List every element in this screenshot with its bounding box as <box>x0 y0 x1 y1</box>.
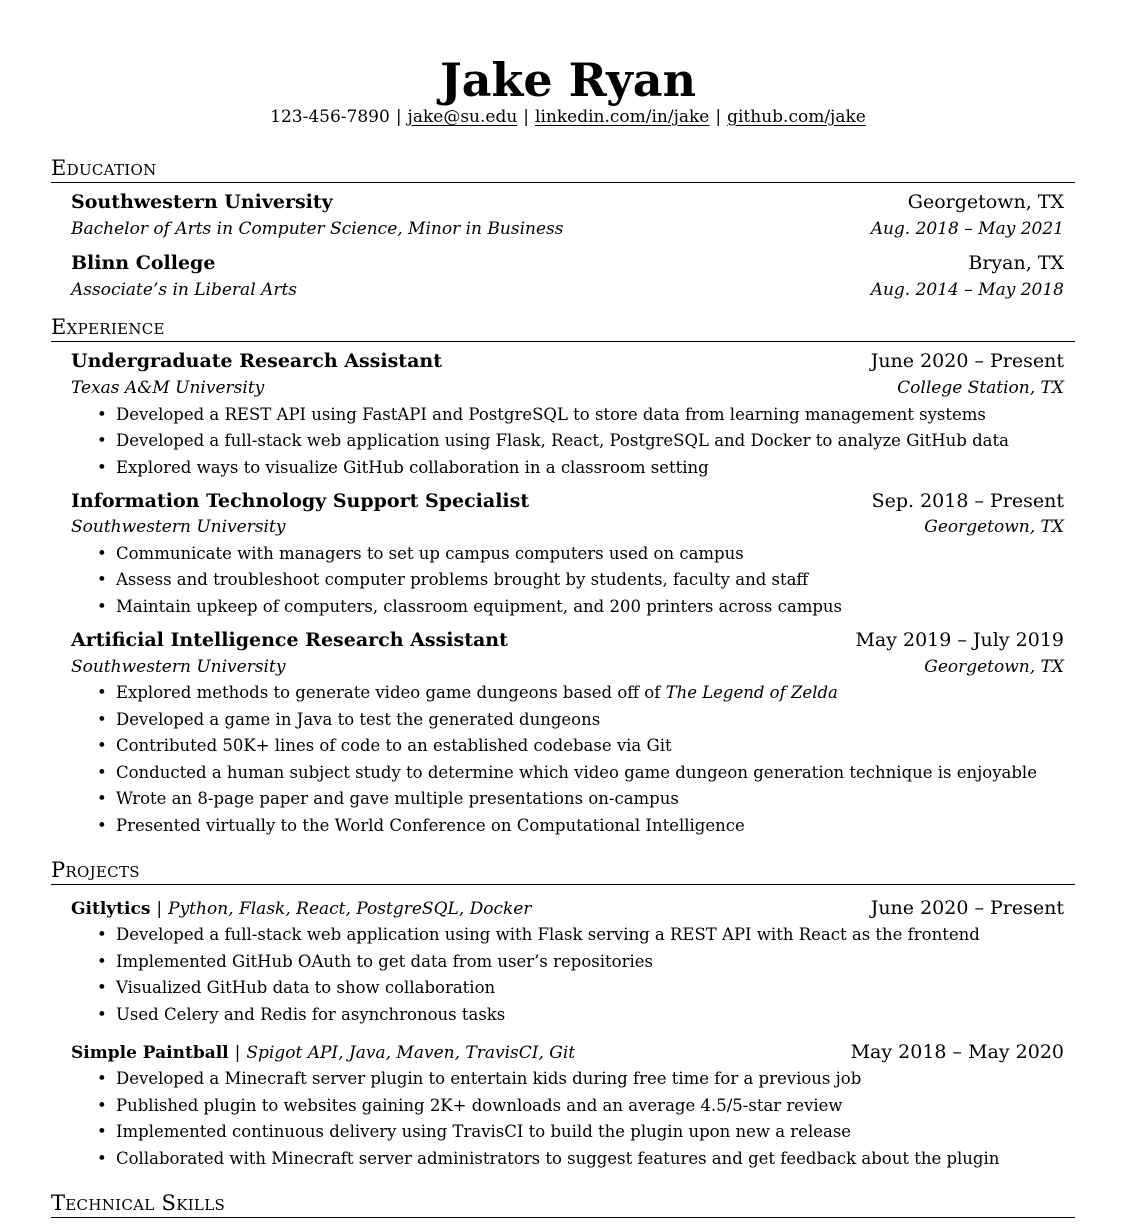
job-location: Georgetown, TX <box>924 517 1064 537</box>
bullet-icon: • <box>97 1069 107 1088</box>
list-item <box>97 1004 1097 1026</box>
experience-entry-header <box>71 628 1064 652</box>
bullet-text: Developed a REST API using FastAPI and PostgreSQL to store data from learning management systems <box>116 405 986 424</box>
bullet-text: Explored ways to visualize GitHub collaboration in a classroom setting <box>116 458 709 477</box>
bullet-icon: • <box>97 683 107 702</box>
game-title: The Legend of Zelda <box>665 683 838 702</box>
bullet-icon: • <box>97 544 107 563</box>
bullet-icon: • <box>97 789 107 808</box>
bullet-icon: • <box>97 763 107 782</box>
bullet-icon: • <box>97 978 107 997</box>
github-link[interactable]: github.com/jake <box>727 107 866 127</box>
bullet-text: Implemented GitHub OAuth to get data from user’s repositories <box>116 952 653 971</box>
list-item <box>97 815 1097 837</box>
experience-entry-detail <box>71 516 1064 538</box>
bullet-icon: • <box>97 1149 107 1168</box>
candidate-name: Jake Ryan <box>439 53 697 107</box>
contact-line <box>0 106 1136 128</box>
degree: Associate’s in Liberal Arts <box>71 280 297 300</box>
job-title: Artificial Intelligence Research Assistant <box>71 629 508 651</box>
project-tech: Spigot API, Java, Maven, TravisCI, Git <box>246 1043 576 1063</box>
bullet-text: Communicate with managers to set up campus computers used on campus <box>116 544 744 563</box>
experience-entry-header <box>71 489 1064 513</box>
section-title-skills: Technical Skills <box>51 1190 1075 1218</box>
bullet-icon: • <box>97 925 107 944</box>
project-heading <box>71 898 531 920</box>
bullet-icon: • <box>97 570 107 589</box>
bullet-icon: • <box>97 405 107 424</box>
list-item <box>97 924 1097 946</box>
section-title-experience: Experience <box>51 314 1075 342</box>
job-dates: Sep. 2018 – Present <box>871 490 1064 512</box>
list-item <box>97 404 1097 426</box>
education-entry-header <box>71 251 1064 275</box>
job-title: Information Technology Support Specialist <box>71 490 530 512</box>
bullet-text: Wrote an 8-page paper and gave multiple presentations on-campus <box>116 789 679 808</box>
list-item <box>97 569 1097 591</box>
list-item <box>97 682 1097 704</box>
school-name: Blinn College <box>71 252 216 274</box>
bullet-icon: • <box>97 710 107 729</box>
list-item <box>97 762 1097 784</box>
list-item <box>97 430 1097 452</box>
list-item <box>97 1095 1097 1117</box>
bullet-text: Explored methods to generate video game dungeons based off of <box>116 683 666 702</box>
school-name: Southwestern University <box>71 191 333 213</box>
bullet-icon: • <box>97 1122 107 1141</box>
list-item <box>97 709 1097 731</box>
email-link[interactable]: jake@su.edu <box>407 107 518 127</box>
list-item <box>97 1068 1097 1090</box>
bullet-text: Developed a full-stack web application using with Flask serving a REST API with React as the frontend <box>116 925 980 944</box>
project-entry-header <box>71 897 1064 920</box>
bullet-icon: • <box>97 597 107 616</box>
experience-entry-header <box>71 349 1064 373</box>
project-entry-header <box>71 1041 1064 1064</box>
bullet-icon: • <box>97 1005 107 1024</box>
bullet-text: Developed a Minecraft server plugin to entertain kids during free time for a previous job <box>116 1069 862 1088</box>
bullet-text: Published plugin to websites gaining 2K+ downloads and an average 4.5/5-star review <box>116 1096 843 1115</box>
job-title: Undergraduate Research Assistant <box>71 350 442 372</box>
phone-number: 123-456-7890 <box>270 107 390 127</box>
bullet-text: Assess and troubleshoot computer problems brought by students, faculty and staff <box>116 570 809 589</box>
organization: Southwestern University <box>71 657 286 677</box>
list-item <box>97 1148 1097 1170</box>
separator: | <box>523 107 530 127</box>
project-dates: June 2020 – Present <box>870 897 1064 919</box>
separator: | <box>715 107 722 127</box>
list-item <box>97 1121 1097 1143</box>
bullet-text: Used Celery and Redis for asynchronous tasks <box>116 1005 506 1024</box>
job-dates: May 2019 – July 2019 <box>855 629 1064 651</box>
education-dates: Aug. 2014 – May 2018 <box>870 280 1064 300</box>
bullet-text: Visualized GitHub data to show collaboration <box>116 978 496 997</box>
bullet-icon: • <box>97 736 107 755</box>
bullet-text: Developed a full-stack web application using Flask, React, PostgreSQL and Docker to analyze GitHub data <box>116 431 1009 450</box>
education-entry-header <box>71 190 1064 214</box>
project-dates: May 2018 – May 2020 <box>850 1041 1064 1063</box>
project-heading <box>71 1042 575 1064</box>
separator: | <box>234 1043 241 1063</box>
bullet-text: Contributed 50K+ lines of code to an established codebase via Git <box>116 736 672 755</box>
job-location: Georgetown, TX <box>924 657 1064 677</box>
list-item <box>97 951 1097 973</box>
separator: | <box>156 899 163 919</box>
project-tech: Python, Flask, React, PostgreSQL, Docker <box>168 899 532 919</box>
organization: Texas A&M University <box>71 378 265 398</box>
bullet-text: Presented virtually to the World Conference on Computational Intelligence <box>116 816 745 835</box>
list-item <box>97 735 1097 757</box>
list-item <box>97 543 1097 565</box>
separator: | <box>395 107 402 127</box>
bullet-text: Maintain upkeep of computers, classroom equipment, and 200 printers across campus <box>116 597 843 616</box>
organization: Southwestern University <box>71 517 286 537</box>
experience-entry-detail <box>71 656 1064 678</box>
list-item <box>97 457 1097 479</box>
bullet-icon: • <box>97 816 107 835</box>
bullet-icon: • <box>97 1096 107 1115</box>
bullet-icon: • <box>97 458 107 477</box>
bullet-text: Conducted a human subject study to determine which video game dungeon generation technique is enjoyable <box>116 763 1037 782</box>
bullet-text: Developed a game in Java to test the generated dungeons <box>116 710 601 729</box>
project-name: Gitlytics <box>71 899 151 919</box>
education-dates: Aug. 2018 – May 2021 <box>870 219 1064 239</box>
job-location: College Station, TX <box>897 378 1064 398</box>
bullet-text: Implemented continuous delivery using TravisCI to build the plugin upon new a release <box>116 1122 852 1141</box>
bullet-text: Collaborated with Minecraft server administrators to suggest features and get feedback about the plugin <box>116 1149 1000 1168</box>
education-entry-detail <box>71 218 1064 240</box>
section-title-education: Education <box>51 155 1075 183</box>
linkedin-link[interactable]: linkedin.com/in/jake <box>535 107 710 127</box>
section-title-projects: Projects <box>51 857 1075 885</box>
bullet-icon: • <box>97 431 107 450</box>
school-location: Bryan, TX <box>968 252 1064 274</box>
experience-entry-detail <box>71 377 1064 399</box>
school-location: Georgetown, TX <box>907 191 1064 213</box>
list-item <box>97 596 1097 618</box>
bullet-icon: • <box>97 952 107 971</box>
list-item <box>97 977 1097 999</box>
project-name: Simple Paintball <box>71 1043 229 1063</box>
list-item <box>97 788 1097 810</box>
job-dates: June 2020 – Present <box>870 350 1064 372</box>
education-entry-detail <box>71 279 1064 301</box>
degree: Bachelor of Arts in Computer Science, Minor in Business <box>71 219 564 239</box>
